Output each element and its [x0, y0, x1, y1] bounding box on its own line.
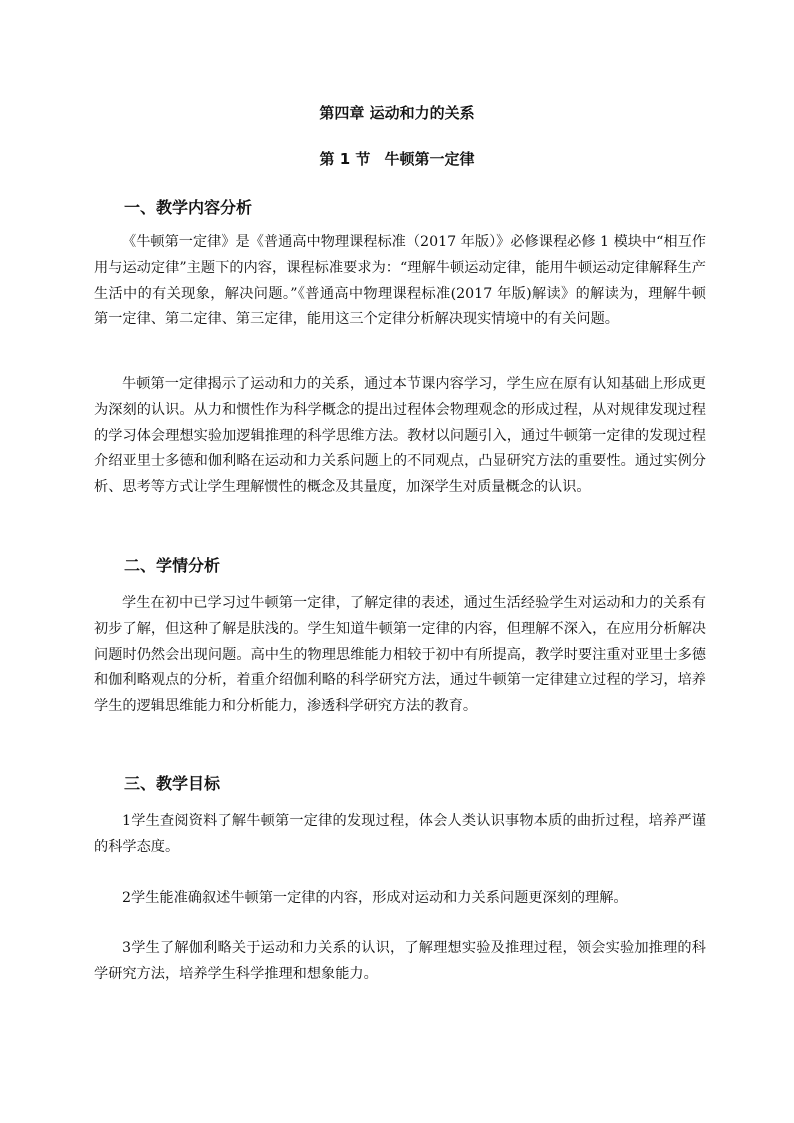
- section-title: [0, 148, 794, 169]
- heading-learner-analysis: 二、学情分析: [124, 556, 221, 575]
- section-name: 牛顿第一定律: [384, 150, 475, 168]
- goal-item-2: 2学生能准确叙述牛顿第一定律的内容，形成对运动和力关系问题更深刻的理解。: [122, 890, 628, 906]
- paragraph-content-analysis-2: 牛顿第一定律揭示了运动和力的关系，通过本节课内容学习，学生应在原有认知基础上形成更为深刻的认识。从力和惯性作为科学概念的提出过程体会物理观念的形成过程，从对规律发现过程的学习体会理想实验加逻辑推理的科学思维方法。教材以问题引入，通过牛顿第一定律的发现过程介绍亚里士多德和伽利略在运动和力关系问题上的不同观点，凸显研究方法的重要性。通过实例分析、思考等方式让学生理解惯性的概念及其量度，加深学生对质量概念的认识。: [94, 376, 706, 496]
- section-number: 第 1 节: [319, 150, 371, 168]
- heading-teaching-goals: 三、教学目标: [124, 774, 221, 793]
- heading-content-analysis: 一、教学内容分析: [124, 198, 253, 217]
- goal-item-3: 3学生了解伽利略关于运动和力关系的认识，了解理想实验及推理过程，领会实验加推理的科学研究方法，培养学生科学推理和想象能力。: [94, 940, 706, 982]
- paragraph-content-analysis-1: 《牛顿第一定律》是《普通高中物理课程标准（2017 年版）》必修课程必修 1 模块中“相互作用与运动定律”主题下的内容，课程标准要求为：“理解牛顿运动定律，能用牛顿运动定律解释生产生活中的有关现象，解决问题。”《普通高中物理课程标准(2017 年版)解读》的解读为，理解牛顿第一定律、第二定律、第三定律，能用这三个定律分析解决现实情境中的有关问题。: [94, 234, 706, 328]
- paragraph-learner-analysis: 学生在初中已学习过牛顿第一定律，了解定律的表述，通过生活经验学生对运动和力的关系有初步了解，但这种了解是肤浅的。学生知道牛顿第一定律的内容，但理解不深入，在应用分析解决问题时仍然会出现问题。高中生的物理思维能力相较于初中有所提高，教学时要注重对亚里士多德和伽利略观点的分析，着重介绍伽利略的科学研究方法，通过牛顿第一定律建立过程的学习，培养学生的逻辑思维能力和分析能力，渗透科学研究方法的教育。: [94, 595, 706, 715]
- goal-item-1: 1学生查阅资料了解牛顿第一定律的发现过程，体会人类认识事物本质的曲折过程，培养严谨的科学态度。: [94, 813, 706, 855]
- chapter-title: 第四章 运动和力的关系: [319, 104, 475, 122]
